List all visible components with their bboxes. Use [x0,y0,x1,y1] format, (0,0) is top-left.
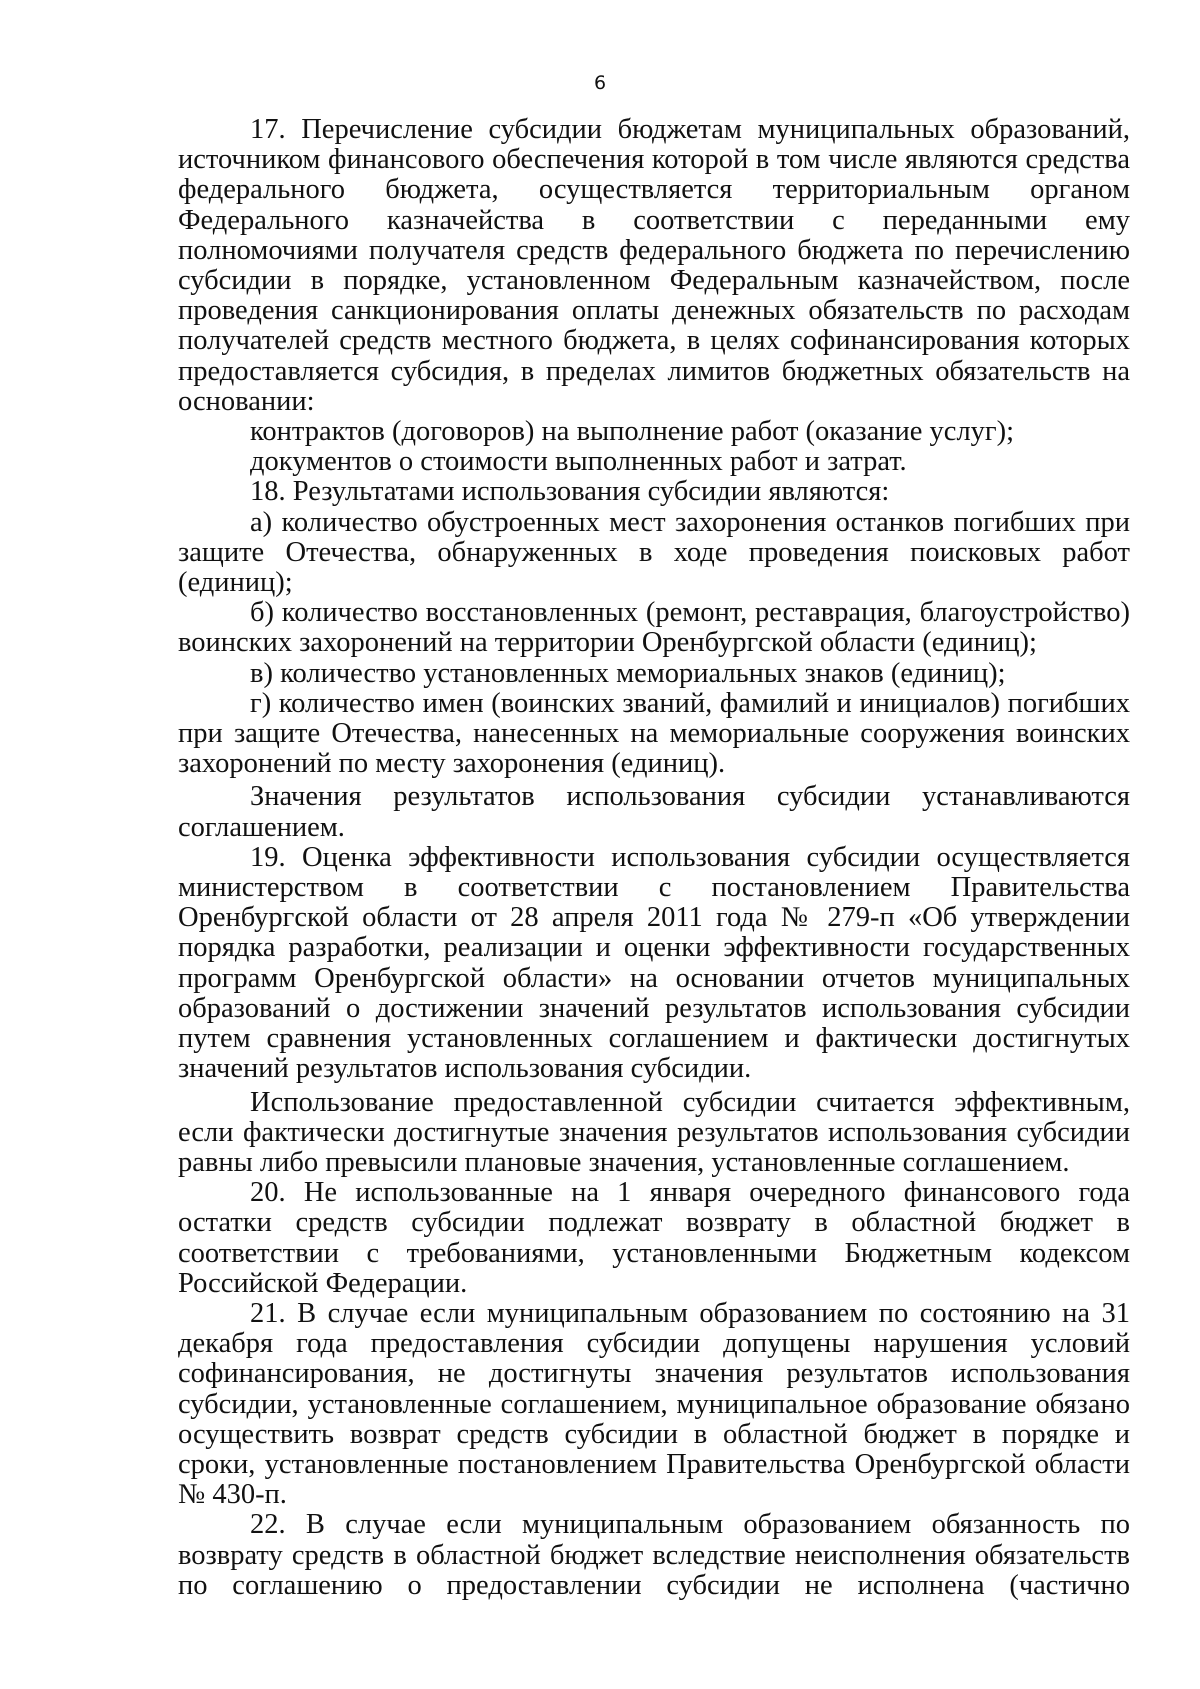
paragraph-17: 17. Перечисление субсидии бюджетам муниципальных образований, источником финансового обеспечения которой в том числе являются средства федерального бюджета, осуществляется территориальным органом Федерального казначейства в соответствии с переданными ему полномочиями получателя средств федерального бюджета по перечислению субсидии в порядке, установленном Федеральным казначейством, после проведения санкционирования оплаты денежных обязательств по расходам получателей средств местного бюджета, в целях софинансирования которых предоставляется субсидия, в пределах лимитов бюджетных обязательств на основании: [178,114,1130,417]
paragraph-18: 18. Результатами использования субсидии являются: [250,476,890,508]
paragraph-18-item-a: а) количество обустроенных мест захоронения останков погибших при защите Отечества, обнаруженных в ходе проведения поисковых работ (единиц); [178,506,1130,599]
paragraph-18-item-v: в) количество установленных мемориальных знаков (единиц); [250,657,1006,689]
paragraph-18-values: Значения результатов использования субсидии устанавливаются соглашением. [178,781,1130,843]
paragraph-19-efficiency: Использование предоставленной субсидии считается эффективным, если фактически достигнутые значения результатов использования субсидии равны либо превысили плановые значения, установленные соглашением. [178,1086,1130,1178]
paragraph-22: 22. В случае если муниципальным образованием обязанность по возврату средств в областной бюджет вследствие неисполнения обязательств по соглашению о предоставлении субсидии не исполнена (частично [178,1509,1130,1601]
paragraph-18-item-g: г) количество имен (воинских званий, фамилий и инициалов) погибших при защите Отечества, нанесенных на мемориальные сооружения воинских захоронений по месту захоронения (единиц). [178,687,1130,780]
page-number: 6 [593,72,607,94]
paragraph-21: 21. В случае если муниципальным образованием по состоянию на 31 декабря года предоставления субсидии допущены нарушения условий софинансирования, не достигнуты значения результатов использования субсидии, установленные соглашением, муниципальное образование обязано осуществить возврат средств субсидии в областной бюджет в порядке и сроки, установленные постановлением Правительства Оренбургской области № 430-п. [178,1297,1130,1511]
paragraph-17-item-contracts: контрактов (договоров) на выполнение работ (оказание услуг); [250,416,1015,448]
paragraph-18-item-b: б) количество восстановленных (ремонт, реставрация, благоустройство) воинских захоронений на территории Оренбургской области (единиц); [178,597,1130,659]
paragraph-17-item-documents: документов о стоимости выполненных работ и затрат. [250,446,907,478]
paragraph-19: 19. Оценка эффективности использования субсидии осуществляется министерством в соответствии с постановлением Правительства Оренбургской области от 28 апреля 2011 года № 279-п «Об утверждении порядка разработки, реализации и оценки эффективности государственных программ Оренбургской области» на основании отчетов муниципальных образований о достижении значений результатов использования субсидии путем сравнения установленных соглашением и фактически достигнутых значений результатов использования субсидии. [178,841,1130,1085]
paragraph-20: 20. Не использованные на 1 января очередного финансового года остатки средств субсидии подлежат возврату в областной бюджет в соответствии с требованиями, установленными Бюджетным кодексом Российской Федерации. [178,1177,1130,1299]
document-body [178,115,1130,1601]
